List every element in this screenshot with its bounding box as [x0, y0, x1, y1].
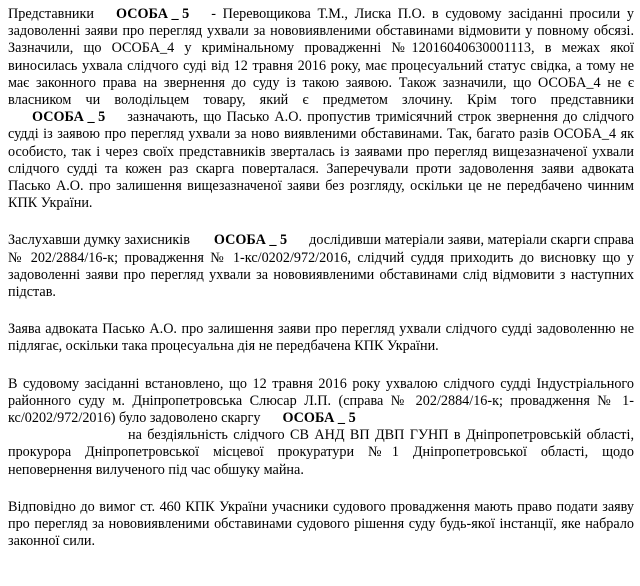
- redacted-person-placeholder: ОСОБА _ 5: [282, 410, 356, 427]
- redacted-person-placeholder: ОСОБА _ 5: [32, 109, 106, 126]
- redacted-person-placeholder: ОСОБА _ 5: [116, 6, 190, 22]
- text-segment: дослідивши матеріали заяви, матеріали скарги справа № 202/2884/16-к; провадження № 1-кс/0202/972/2016, слідчий суддя приходить до висновку що у задоволенні заяви про перегляд ухвали за нововиявленими обставинами слід відмовити з наступних підстав.: [8, 232, 634, 301]
- text-segment: Заслухавши думку захисників: [8, 232, 190, 249]
- paragraph-representatives: [8, 6, 634, 212]
- text-segment: на бездіяльність слідчого СВ АНД ВП ДВП ГУНП в Дніпропетровській області, прокурора Дніпропетровської місцевої прокуратури №1 Дніпропетровської області, щодо неповернення вилученого під час обшуку майна.: [8, 427, 634, 478]
- redacted-person-placeholder: ОСОБА _ 5: [213, 232, 288, 249]
- paragraph-court-established: [8, 376, 634, 479]
- text-segment: Заява адвоката Пасько А.О. про залишення заяви про перегляд ухвали слідчого судді задоволенню не підлягає, оскільки така процесуальна дія не передбачена КПК України.: [8, 321, 634, 355]
- paragraph-having-heard: [8, 232, 634, 301]
- text-segment: Відповідно до вимог ст. 460 КПК України учасники судового провадження мають право подати заяву про перегляд за нововиявленими обставинами судового рішення суду будь-якої інстанції, яке набрало законної сили.: [8, 498, 634, 550]
- text-segment: Представники: [8, 6, 95, 22]
- text-segment: В судовому засіданні встановлено, що 12 травня 2016 року ухвалою слідчого судді Індустріального районного суду м. Дніпропетровська Слюсар Л.П. (справа № 202/2884/16-к; провадження № 1-кс/0202/972/2016) було задоволено скаргу: [8, 375, 634, 427]
- text-segment: зазначають, що Пасько А.О. пропустив тримісячний строк звернення до слідчого судді із заявою про перегляд ухвали за ново виявленими обставинами. Так, багато разів ОСОБА_4 як особисто, так і через своїх представників зверталась із заявами про перегляд вищезазначеної ухвали слідчого судді та кожен раз скарга поверталася. Заперечували проти задоволення заяви адвоката Пасько А.О. про залишення вищезазначеної заяви без розгляду, оскільки це не передбачено чинним КПК України.: [8, 109, 634, 212]
- text-segment: - Перевощикова Т.М., Лиска П.О. в судовому засіданні просили у задоволенні заяви про перегляд ухвали за нововиявленими обставинами відмовити у повному обсязі. Зазначили, що ОСОБА_4 у кримінальному провадженні №12016040630001113, в межах якої виносилась ухвала слідчого суді від 12 травня 2016 року, має процесуальний статус свідка, а тому не має законного права на звернення до суду із такою заявою. Також зазначили, що ОСОБА_4 не є власником чи володільцем товару, який є предметом злочину. Крім того представники: [8, 6, 634, 109]
- paragraph-application-denied: [8, 321, 634, 355]
- paragraph-article-460: [8, 499, 634, 551]
